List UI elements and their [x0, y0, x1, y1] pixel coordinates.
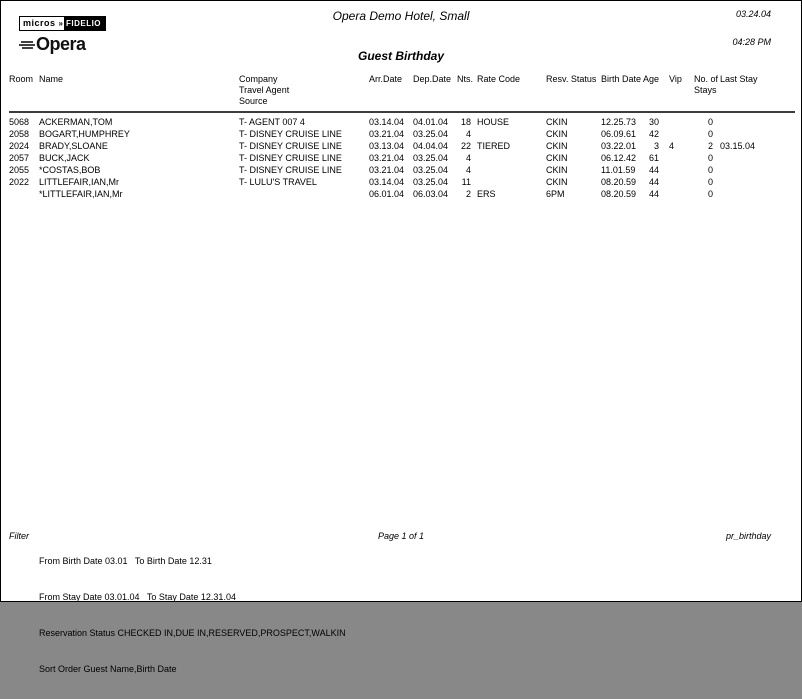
cell-name: BOGART,HUMPHREY: [39, 129, 130, 139]
cell-birth-date: 12.25.73: [601, 117, 637, 127]
cell-age: 30: [648, 117, 659, 127]
cell-dep-date: 04.01.04: [413, 117, 449, 127]
cell-birth-date: 03.22.01: [601, 141, 637, 151]
cell-name: LITTLEFAIR,IAN,Mr: [39, 177, 120, 187]
micros-logo-text: micros: [20, 17, 58, 30]
cell-name: ACKERMAN,TOM: [39, 117, 113, 127]
cell-arr-date: 03.21.04: [369, 153, 405, 163]
chevron-right-icon: »: [58, 19, 63, 28]
cell-rate-code: [471, 176, 546, 188]
col-header-last-stay: Last Stay: [718, 74, 795, 112]
cell-nights: 4: [465, 165, 471, 175]
cell-stays: 0: [707, 165, 713, 175]
cell-resv-status: CKIN: [546, 117, 568, 127]
cell-company: T- DISNEY CRUISE LINE: [239, 165, 342, 175]
cell-company: [239, 188, 369, 200]
cell-arr-date: 03.13.04: [369, 141, 405, 151]
cell-age: 3: [653, 141, 659, 151]
cell-last-stay: 03.15.04: [720, 141, 756, 151]
hotel-name-title: Opera Demo Hotel, Small: [332, 9, 470, 23]
report-id: pr_birthday: [725, 531, 771, 541]
cell-last-stay: [718, 128, 795, 140]
cell-arr-date: 03.14.04: [369, 177, 405, 187]
cell-room: 2058: [9, 129, 30, 139]
cell-nights: 22: [460, 141, 471, 151]
cell-last-stay: [718, 152, 795, 164]
cell-room: [9, 188, 39, 200]
report-title: Guest Birthday: [357, 49, 444, 63]
cell-resv-status: 6PM: [546, 189, 565, 199]
cell-room: 2057: [9, 153, 30, 163]
col-header-room: Room: [9, 74, 39, 112]
cell-age: 61: [648, 153, 659, 163]
guest-row: [9, 112, 795, 128]
cell-nights: 4: [465, 129, 471, 139]
cell-birth-date: 11.01.59: [601, 165, 636, 175]
cell-last-stay: [718, 112, 795, 128]
cell-last-stay: [718, 188, 795, 200]
cell-room: 5068: [9, 117, 30, 127]
guest-birthday-table: [9, 74, 795, 200]
guest-row: [9, 176, 795, 188]
cell-vip: [659, 176, 684, 188]
filter-label: Filter: [9, 531, 29, 541]
col-header-stays-line2: Stays: [694, 85, 717, 95]
cell-last-stay: [718, 164, 795, 176]
cell-stays: 0: [707, 129, 713, 139]
cell-resv-status: CKIN: [546, 153, 568, 163]
cell-rate-code: [471, 128, 546, 140]
cell-company: T- LULU'S TRAVEL: [239, 177, 317, 187]
cell-vip: [659, 112, 684, 128]
cell-arr-date: 03.14.04: [369, 117, 405, 127]
cell-resv-status: CKIN: [546, 165, 568, 175]
guest-row: [9, 152, 795, 164]
cell-age: 44: [648, 189, 659, 199]
col-header-stays: [684, 74, 718, 112]
cell-stays: 0: [707, 189, 713, 199]
col-header-dep-date: Dep.Date: [413, 74, 457, 112]
col-header-company-line1: Company: [239, 74, 278, 84]
cell-stays: 0: [707, 117, 713, 127]
filter-line-resv-status: Reservation Status CHECKED IN,DUE IN,RESERVED,PROSPECT,WALKIN: [39, 628, 346, 638]
cell-vip: [659, 128, 684, 140]
cell-company: T- DISNEY CRUISE LINE: [239, 153, 342, 163]
cell-vip: [659, 164, 684, 176]
run-time: 04:28 PM: [732, 37, 771, 47]
cell-birth-date: 08.20.59: [601, 177, 637, 187]
cell-room: 2022: [9, 177, 30, 187]
run-date: 03.24.04: [735, 9, 771, 19]
cell-age: 44: [648, 177, 659, 187]
cell-age: 44: [648, 165, 659, 175]
cell-room: 2024: [9, 141, 30, 151]
cell-dep-date: 03.25.04: [413, 129, 449, 139]
cell-resv-status: CKIN: [546, 141, 568, 151]
cell-dep-date: 06.03.04: [413, 189, 449, 199]
col-header-company-line2: Travel Agent: [239, 85, 290, 95]
cell-nights: 4: [465, 153, 471, 163]
fidelio-logo-text: FIDELIO: [64, 17, 105, 30]
cell-dep-date: 03.25.04: [413, 165, 449, 175]
col-header-rate-code: Rate Code: [471, 74, 546, 112]
filter-line-sort-order: Sort Order Guest Name,Birth Date: [39, 664, 177, 674]
guest-row: [9, 164, 795, 176]
cell-stays: 0: [707, 177, 713, 187]
cell-resv-status: CKIN: [546, 177, 568, 187]
col-header-company: [239, 74, 369, 112]
cell-nights: 18: [460, 117, 471, 127]
cell-nights: 11: [461, 177, 471, 187]
col-header-vip: Vip: [659, 74, 684, 112]
cell-age: 42: [648, 129, 659, 139]
col-header-birth-date: Birth Date: [601, 74, 643, 112]
filter-lines: [39, 531, 346, 699]
col-header-name: Name: [39, 74, 239, 112]
cell-rate-code: ERS: [477, 189, 496, 199]
opera-logo-text: Opera: [36, 34, 86, 54]
cell-rate-code: [471, 164, 546, 176]
table-header-row: [9, 74, 795, 112]
guest-row: [9, 188, 795, 200]
cell-arr-date: 06.01.04: [369, 189, 405, 199]
cell-birth-date: 08.20.59: [601, 189, 637, 199]
cell-last-stay: [718, 176, 795, 188]
cell-company: T- DISNEY CRUISE LINE: [239, 129, 342, 139]
filter-line-birth-date: From Birth Date 03.01 To Birth Date 12.31: [39, 556, 212, 566]
col-header-resv-status: Resv. Status: [546, 74, 601, 112]
guest-row: [9, 140, 795, 152]
cell-name: BRADY,SLOANE: [39, 141, 108, 151]
cell-company: T- AGENT 007 4: [239, 117, 305, 127]
filter-line-stay-date: From Stay Date 03.01.04 To Stay Date 12.31.04: [39, 592, 236, 602]
cell-name: *COSTAS,BOB: [39, 165, 101, 175]
cell-dep-date: 03.25.04: [413, 153, 449, 163]
page-number: Page 1 of 1: [377, 531, 425, 541]
cell-room: 2055: [9, 165, 30, 175]
guest-row: [9, 128, 795, 140]
cell-name: BUCK,JACK: [39, 153, 90, 163]
col-header-stays-line1: No. of: [694, 74, 719, 84]
cell-arr-date: 03.21.04: [369, 129, 405, 139]
cell-arr-date: 03.21.04: [369, 165, 405, 175]
cell-stays: 0: [707, 153, 713, 163]
cell-dep-date: 03.25.04: [413, 177, 449, 187]
col-header-arr-date: Arr.Date: [369, 74, 413, 112]
guest-table-body: [9, 112, 795, 200]
cell-dep-date: 04.04.04: [413, 141, 449, 151]
col-header-nights: Nts.: [457, 74, 471, 112]
cell-name: *LITTLEFAIR,IAN,Mr: [39, 189, 123, 199]
cell-vip: [659, 152, 684, 164]
col-header-company-line3: Source: [239, 96, 268, 106]
cell-vip: [659, 188, 684, 200]
cell-company: T- DISNEY CRUISE LINE: [239, 141, 342, 151]
cell-rate-code: HOUSE: [477, 117, 510, 127]
cell-rate-code: [471, 152, 546, 164]
cell-birth-date: 06.12.42: [601, 153, 637, 163]
cell-birth-date: 06.09.61: [601, 129, 637, 139]
cell-resv-status: CKIN: [546, 129, 568, 139]
cell-vip: 4: [669, 141, 675, 151]
cell-nights: 2: [465, 189, 471, 199]
cell-stays: 2: [707, 141, 713, 151]
cell-rate-code: TIERED: [477, 141, 511, 151]
col-header-age: Age: [643, 74, 659, 112]
